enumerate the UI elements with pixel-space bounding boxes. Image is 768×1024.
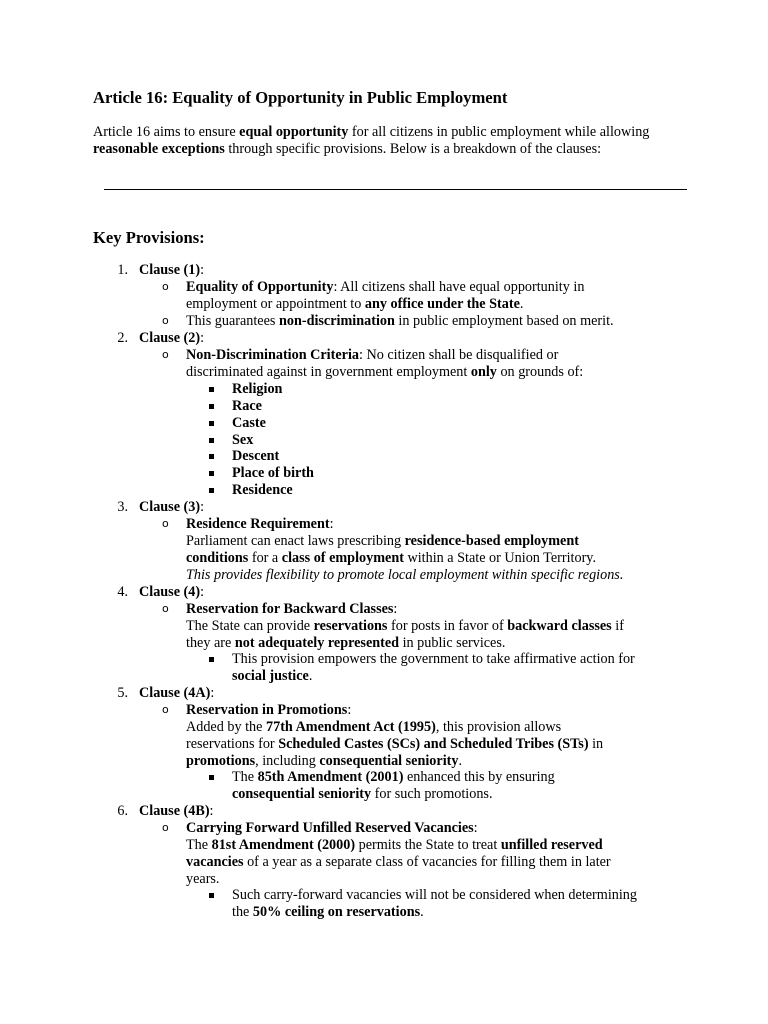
circle-bullet: o bbox=[162, 821, 169, 834]
horizontal-divider bbox=[104, 189, 687, 190]
clause-label bbox=[139, 330, 204, 347]
bold-text: 81st Amendment (2000) bbox=[211, 837, 356, 853]
colon: : bbox=[200, 499, 205, 515]
bold-text: conditions bbox=[186, 550, 249, 566]
list-number: 6. bbox=[117, 803, 128, 819]
bold-text: residence-based employment bbox=[404, 533, 579, 549]
bold-text: 50% ceiling on reservations bbox=[252, 904, 421, 920]
text: The bbox=[186, 837, 212, 853]
text: for such promotions. bbox=[371, 786, 493, 802]
text: , this provision allows bbox=[435, 719, 562, 735]
text: The bbox=[232, 769, 258, 785]
text: within a State or Union Territory. bbox=[403, 550, 597, 566]
ground-item: Caste bbox=[232, 415, 266, 431]
list-item-continuation bbox=[186, 753, 462, 770]
ground-item: Descent bbox=[232, 448, 280, 464]
bold-text: Scheduled Castes (SCs) and Scheduled Tribes (STs) bbox=[278, 736, 589, 752]
text: reservations for bbox=[186, 736, 279, 752]
list-item-continuation bbox=[186, 635, 505, 652]
clause-label bbox=[139, 262, 204, 279]
sub-item bbox=[232, 769, 555, 786]
clause-label bbox=[139, 803, 214, 820]
circle-bullet: o bbox=[162, 602, 169, 615]
bold-text: vacancies bbox=[186, 854, 244, 870]
square-bullet bbox=[209, 387, 214, 392]
square-bullet bbox=[209, 657, 214, 662]
text: in public employment based on merit. bbox=[394, 313, 614, 329]
intro-text: through specific provisions. Below is a breakdown of the clauses: bbox=[224, 140, 602, 157]
square-bullet bbox=[209, 893, 214, 898]
text: employment or appointment to bbox=[186, 296, 365, 312]
text: : bbox=[347, 702, 352, 718]
ground-item: Sex bbox=[232, 432, 254, 448]
intro-text: Article 16 aims to ensure bbox=[93, 124, 240, 140]
text: the bbox=[232, 904, 253, 920]
circle-bullet: o bbox=[162, 348, 169, 361]
square-bullet bbox=[209, 421, 214, 426]
clause-label bbox=[139, 685, 214, 702]
bold-text: backward classes bbox=[507, 618, 612, 634]
text: The State can provide bbox=[186, 618, 314, 634]
page-title: Article 16: Equality of Opportunity in Public Employment bbox=[93, 88, 508, 107]
list-item-continuation: years. bbox=[186, 871, 220, 887]
square-bullet bbox=[209, 775, 214, 780]
italic-note: This provides flexibility to promote local employment within specific regions. bbox=[186, 567, 624, 583]
text: enhanced this by ensuring bbox=[403, 769, 555, 785]
text: in public services. bbox=[399, 635, 506, 651]
intro-bold: reasonable exceptions bbox=[93, 140, 225, 157]
square-bullet bbox=[209, 454, 214, 459]
text: : bbox=[329, 516, 334, 532]
circle-bullet: o bbox=[162, 314, 169, 327]
square-bullet bbox=[209, 404, 214, 409]
list-item bbox=[186, 347, 558, 364]
text: : No citizen shall be disqualified or bbox=[358, 347, 559, 363]
colon: : bbox=[200, 584, 205, 600]
list-item-continuation bbox=[186, 719, 561, 736]
list-item-continuation bbox=[186, 854, 611, 871]
text: of a year as a separate class of vacancies for filling them in later bbox=[243, 854, 611, 870]
list-number: 4. bbox=[117, 584, 128, 600]
text: . bbox=[519, 296, 524, 312]
clause-label-text: Clause (3) bbox=[139, 499, 201, 515]
bold-text: Reservation for Backward Classes bbox=[186, 601, 394, 617]
text: they are bbox=[186, 635, 235, 651]
intro-text: for all citizens in public employment while allowing bbox=[348, 124, 650, 140]
colon: : bbox=[200, 262, 205, 278]
sub-item: Such carry-forward vacancies will not be considered when determining bbox=[232, 887, 637, 903]
bold-text: only bbox=[470, 364, 497, 380]
sub-item-continuation bbox=[232, 668, 312, 685]
bold-text: Carrying Forward Unfilled Reserved Vacancies bbox=[186, 820, 474, 836]
clause-label-text: Clause (4A) bbox=[139, 685, 211, 701]
text: : bbox=[473, 820, 478, 836]
circle-bullet: o bbox=[162, 280, 169, 293]
sub-item-continuation bbox=[232, 786, 493, 803]
text: : bbox=[393, 601, 398, 617]
bold-text: unfilled reserved bbox=[500, 837, 603, 853]
clause-label-text: Clause (4) bbox=[139, 584, 201, 600]
circle-bullet: o bbox=[162, 517, 169, 530]
text: permits the State to treat bbox=[355, 837, 501, 853]
intro-paragraph bbox=[93, 124, 683, 158]
bold-text: any office under the State bbox=[364, 296, 520, 312]
intro-bold: equal opportunity bbox=[239, 124, 349, 140]
square-bullet bbox=[209, 488, 214, 493]
bold-text: Non-Discrimination Criteria bbox=[186, 347, 359, 363]
square-bullet bbox=[209, 438, 214, 443]
colon: : bbox=[210, 685, 215, 701]
bold-text: promotions bbox=[186, 753, 256, 769]
bold-text: consequential seniority bbox=[232, 786, 372, 802]
bold-text: Reservation in Promotions bbox=[186, 702, 348, 718]
circle-bullet: o bbox=[162, 703, 169, 716]
text: . bbox=[420, 904, 424, 920]
clause-label-text: Clause (2) bbox=[139, 330, 201, 346]
text: for posts in favor of bbox=[387, 618, 508, 634]
list-item bbox=[186, 516, 334, 533]
clause-label bbox=[139, 499, 204, 516]
bold-text: non-discrimination bbox=[278, 313, 395, 329]
colon: : bbox=[200, 330, 205, 346]
list-item-continuation bbox=[186, 364, 583, 381]
list-item-continuation bbox=[186, 550, 596, 567]
list-item-continuation bbox=[186, 837, 603, 854]
list-item bbox=[186, 601, 397, 618]
section-heading: Key Provisions: bbox=[93, 228, 205, 247]
text: on grounds of: bbox=[496, 364, 584, 380]
ground-item: Residence bbox=[232, 482, 293, 498]
list-number: 5. bbox=[117, 685, 128, 701]
bold-text: class of employment bbox=[281, 550, 404, 566]
text: Added by the bbox=[186, 719, 266, 735]
bold-text: consequential seniority bbox=[319, 753, 459, 769]
colon: : bbox=[209, 803, 214, 819]
bold-text: Equality of Opportunity bbox=[186, 279, 334, 295]
ground-item: Religion bbox=[232, 381, 283, 397]
text: in bbox=[588, 736, 604, 752]
list-item-continuation bbox=[186, 618, 624, 635]
text: if bbox=[611, 618, 624, 634]
sub-item-continuation bbox=[232, 904, 424, 921]
text: . bbox=[458, 753, 463, 769]
text: for a bbox=[248, 550, 282, 566]
ground-item: Race bbox=[232, 398, 262, 414]
list-item-continuation bbox=[186, 296, 523, 313]
list-item bbox=[186, 279, 584, 296]
square-bullet bbox=[209, 471, 214, 476]
bold-text: social justice bbox=[232, 668, 309, 684]
text: : All citizens shall have equal opportunity in bbox=[333, 279, 585, 295]
text: discriminated against in government employment bbox=[186, 364, 471, 380]
ground-item: Place of birth bbox=[232, 465, 314, 481]
text: This guarantees bbox=[186, 313, 279, 329]
list-number: 3. bbox=[117, 499, 128, 515]
bold-text: Residence Requirement bbox=[186, 516, 330, 532]
bold-text: 85th Amendment (2001) bbox=[257, 769, 404, 785]
list-number: 2. bbox=[117, 330, 128, 346]
clause-label-text: Clause (4B) bbox=[139, 803, 210, 819]
list-item bbox=[186, 702, 351, 719]
sub-item: This provision empowers the government to take affirmative action for bbox=[232, 651, 635, 667]
text: Parliament can enact laws prescribing bbox=[186, 533, 405, 549]
list-item bbox=[186, 313, 614, 330]
bold-text: not adequately represented bbox=[234, 635, 400, 651]
bold-text: 77th Amendment Act (1995) bbox=[266, 719, 436, 735]
list-item-continuation bbox=[186, 533, 579, 550]
list-number: 1. bbox=[117, 262, 128, 278]
text: , including bbox=[255, 753, 320, 769]
list-item-continuation bbox=[186, 736, 603, 753]
clause-label bbox=[139, 584, 204, 601]
list-item bbox=[186, 820, 478, 837]
text: . bbox=[308, 668, 313, 684]
clause-label-text: Clause (1) bbox=[139, 262, 201, 278]
bold-text: reservations bbox=[313, 618, 388, 634]
